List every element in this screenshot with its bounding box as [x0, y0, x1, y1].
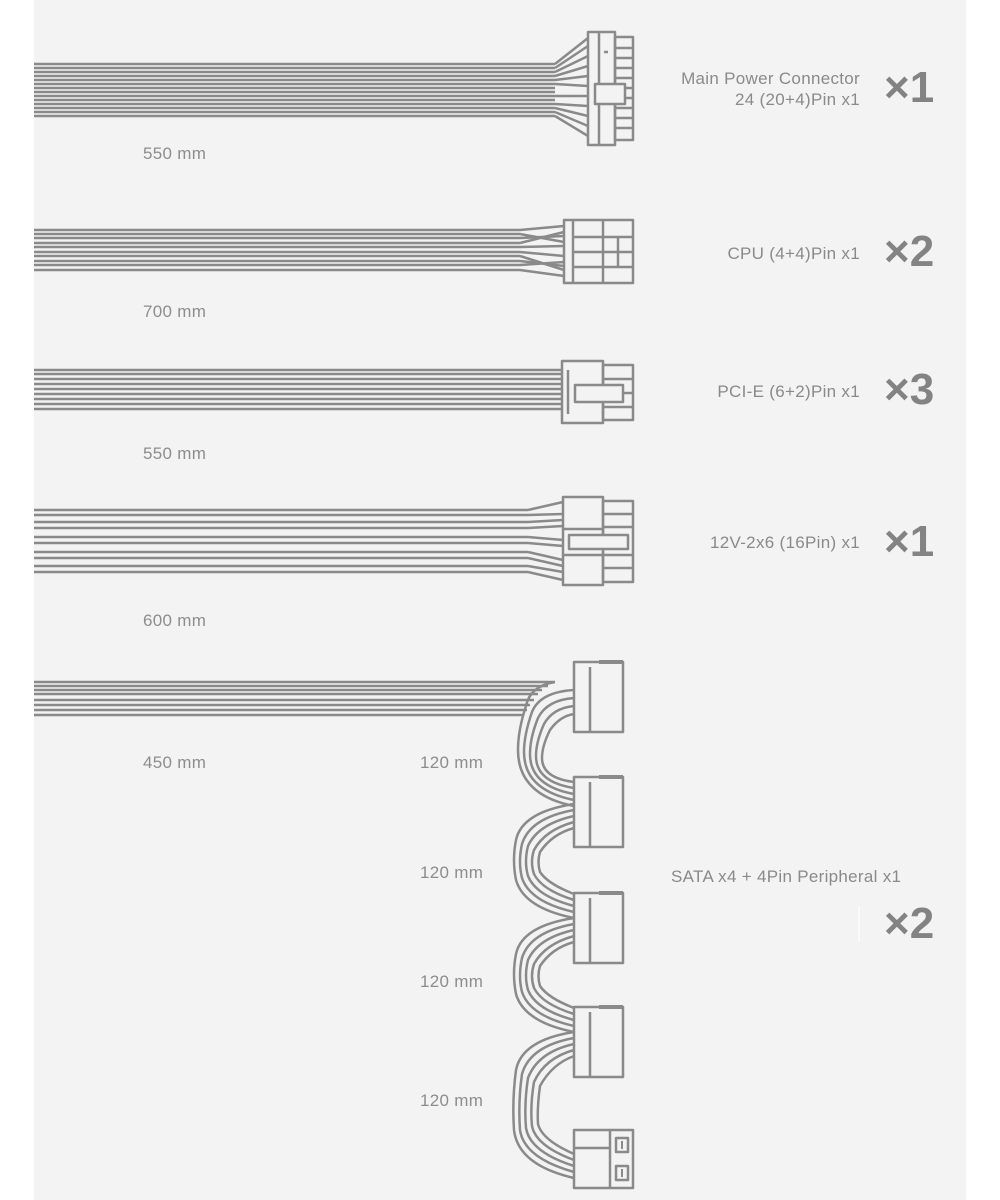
- cable-cpu: [34, 220, 633, 283]
- cable-sata-loop-2: [514, 804, 574, 918]
- 12v2x6-length: 600 mm: [143, 611, 207, 630]
- cpu-spec: CPU (4+4)Pin x1: [727, 244, 860, 263]
- main-power-length: 550 mm: [143, 144, 207, 163]
- main-power-qty: ×1: [884, 63, 935, 112]
- cable-sata-loop-4: [513, 1032, 574, 1178]
- pcie-length: 550 mm: [143, 444, 207, 463]
- cable-sata-loop-3: [514, 918, 574, 1032]
- sata-qty: ×2: [884, 899, 935, 948]
- cpu-qty: ×2: [884, 227, 935, 276]
- connector-12v2x6: [563, 497, 633, 585]
- cable-pcie-wires: [34, 370, 562, 409]
- cable-pcie: [34, 361, 633, 423]
- connector-molex: [574, 1130, 633, 1188]
- sata-spec: SATA x4 + 4Pin Peripheral x1: [671, 867, 902, 886]
- cpu-length: 700 mm: [143, 302, 207, 321]
- 12v2x6-spec: 12V-2x6 (16Pin) x1: [710, 533, 860, 552]
- connector-sata-4: [574, 1007, 623, 1077]
- main-power-name: Main Power Connector: [681, 69, 860, 88]
- pcie-qty: ×3: [884, 365, 935, 414]
- connector-sata-3: [574, 893, 623, 963]
- sata-length: 450 mm: [143, 753, 207, 772]
- connector-cpu: [564, 220, 633, 283]
- sata-segment-3: 120 mm: [420, 972, 484, 991]
- cable-sata-loop-1: [518, 682, 574, 806]
- cable-sata-main-wires: [34, 682, 555, 715]
- cable-sata: [34, 662, 633, 1188]
- pcie-spec: PCI-E (6+2)Pin x1: [717, 382, 860, 401]
- connector-pcie: [562, 361, 633, 423]
- main-power-label: [640, 68, 860, 111]
- main-power-spec: 24 (20+4)Pin x1: [735, 90, 860, 110]
- connector-24pin: [588, 32, 633, 145]
- connector-sata-1: [574, 662, 623, 732]
- cable-12v2x6: [34, 497, 633, 585]
- cable-cpu-wires: [34, 226, 564, 276]
- sata-segment-1: 120 mm: [420, 753, 484, 772]
- sata-segment-2: 120 mm: [420, 863, 484, 882]
- connector-sata-2: [574, 777, 623, 847]
- sata-segment-4: 120 mm: [420, 1091, 484, 1110]
- cable-24pin-wires: [34, 38, 588, 136]
- cable-12v2x6-wires: [34, 502, 563, 580]
- divider: [858, 906, 860, 942]
- cable-24pin: [34, 32, 633, 145]
- 12v2x6-qty: ×1: [884, 517, 935, 566]
